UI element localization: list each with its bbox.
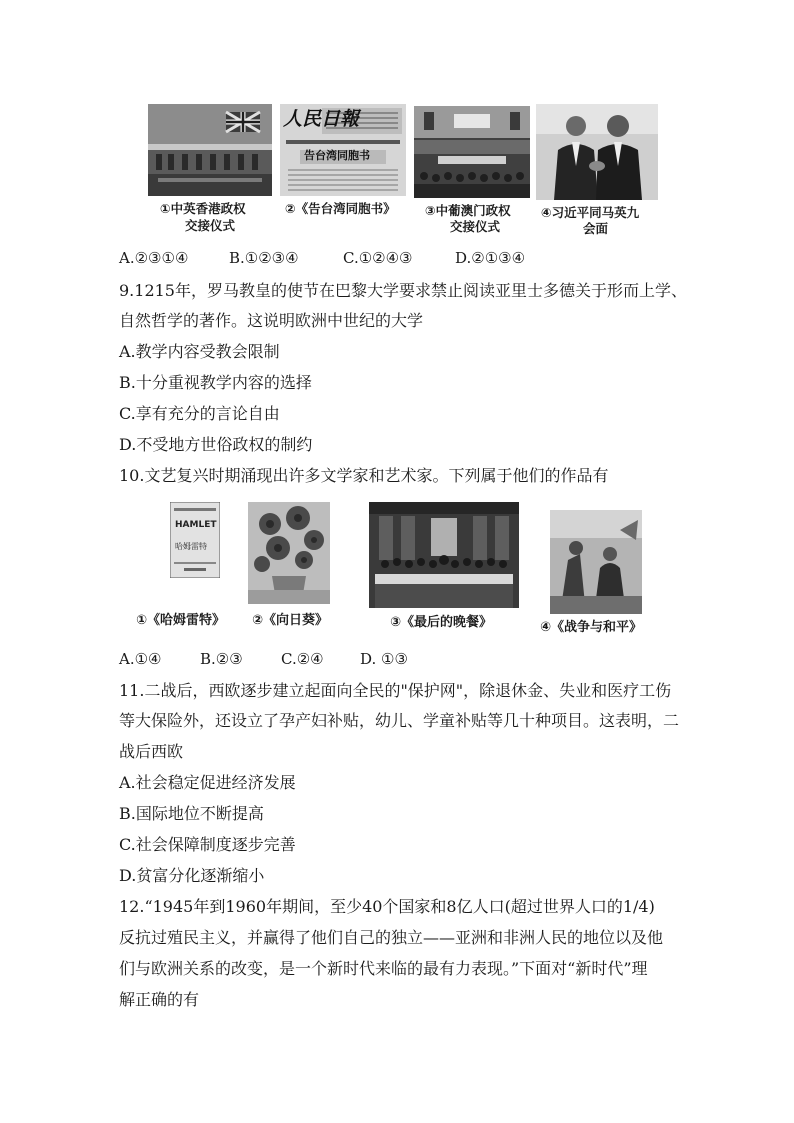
- caption-hk-l1: ①中英香港政权: [160, 201, 246, 216]
- q8-option-a[interactable]: A.②③①④: [119, 249, 189, 267]
- caption-hamlet: ①《哈姆雷特》: [136, 613, 226, 628]
- q12-stem-line-3: 们与欧洲关系的改变，是一个新时代来临的最有力表现。”下面对“新时代”理: [119, 959, 648, 978]
- photo-xi-ma-meeting: [536, 104, 658, 200]
- q10-option-d[interactable]: D. ①③: [360, 650, 408, 668]
- q8-option-b[interactable]: B.①②③④: [229, 249, 299, 267]
- q11-option-a[interactable]: A.社会稳定促进经济发展: [119, 773, 296, 792]
- q12-stem-line-2: 反抗过殖民主义，并赢得了他们自己的独立——亚洲和非洲人民的地位以及他: [119, 928, 664, 947]
- hamlet-book-title: HAMLET: [175, 520, 217, 530]
- image-war-and-peace: [550, 510, 642, 614]
- q9-option-d[interactable]: D.不受地方世俗政权的制约: [119, 435, 313, 454]
- q12-stem-line-1: 12.“1945年到1960年期间，至少40个国家和8亿人口(超过世界人口的1/4): [119, 897, 655, 916]
- q11-stem-line-3: 战后西欧: [119, 742, 184, 761]
- newspaper-headline: 告台湾同胞书: [304, 149, 370, 162]
- q11-option-b[interactable]: B.国际地位不断提高: [119, 804, 264, 823]
- q12-stem-line-4: 解正确的有: [119, 990, 200, 1009]
- photo-newspaper: [280, 104, 406, 196]
- photo-macau-handover: [414, 106, 530, 198]
- q9-option-b[interactable]: B.十分重视教学内容的选择: [119, 373, 312, 392]
- image-hamlet-book: [170, 502, 220, 578]
- caption-meeting-l2: 会面: [583, 221, 609, 236]
- caption-macau-l2: 交接仪式: [450, 219, 501, 234]
- hamlet-book-cn: 哈姆雷特: [175, 542, 207, 551]
- caption-war-and-peace: ④《战争与和平》: [540, 620, 643, 635]
- q10-stem: 10.文艺复兴时期涌现出许多文学家和艺术家。下列属于他们的作品有: [119, 466, 609, 485]
- caption-sunflowers: ②《向日葵》: [252, 613, 329, 628]
- q11-stem-line-1: 11.二战后，西欧逐步建立起面向全民的"保护网"，除退休金、失业和医疗工伤: [119, 681, 672, 700]
- q8-option-c[interactable]: C.①②④③: [343, 249, 413, 267]
- image-last-supper: [369, 502, 519, 608]
- caption-last-supper: ③《最后的晚餐》: [390, 615, 493, 630]
- q10-option-c[interactable]: C.②④: [281, 650, 324, 668]
- q8-option-d[interactable]: D.②①③④: [455, 249, 526, 267]
- q9-stem-line-1: 9.1215年，罗马教皇的使节在巴黎大学要求禁止阅读亚里士多德关于形而上学、: [119, 281, 687, 300]
- image-sunflowers: [248, 502, 330, 604]
- q10-option-b[interactable]: B.②③: [200, 650, 243, 668]
- q11-stem-line-2: 等大保险外，还设立了孕产妇补贴，幼儿、学童补贴等几十种项目。这表明，二: [119, 711, 680, 730]
- newspaper-masthead: 人民日報: [283, 108, 360, 130]
- caption-macau-l1: ③中葡澳门政权: [425, 203, 511, 218]
- q11-option-c[interactable]: C.社会保障制度逐步完善: [119, 835, 296, 854]
- caption-meeting-l1: ④习近平同马英九: [541, 205, 640, 220]
- q9-option-c[interactable]: C.享有充分的言论自由: [119, 404, 280, 423]
- q10-option-a[interactable]: A.①④: [119, 650, 162, 668]
- q9-stem-line-2: 自然哲学的著作。这说明欧洲中世纪的大学: [119, 311, 424, 330]
- caption-hk-l2: 交接仪式: [185, 218, 236, 233]
- q9-option-a[interactable]: A.教学内容受教会限制: [119, 342, 280, 361]
- caption-newspaper: ②《告台湾同胞书》: [285, 201, 396, 216]
- q11-option-d[interactable]: D.贫富分化逐渐缩小: [119, 866, 265, 885]
- photo-hk-handover: [148, 104, 272, 196]
